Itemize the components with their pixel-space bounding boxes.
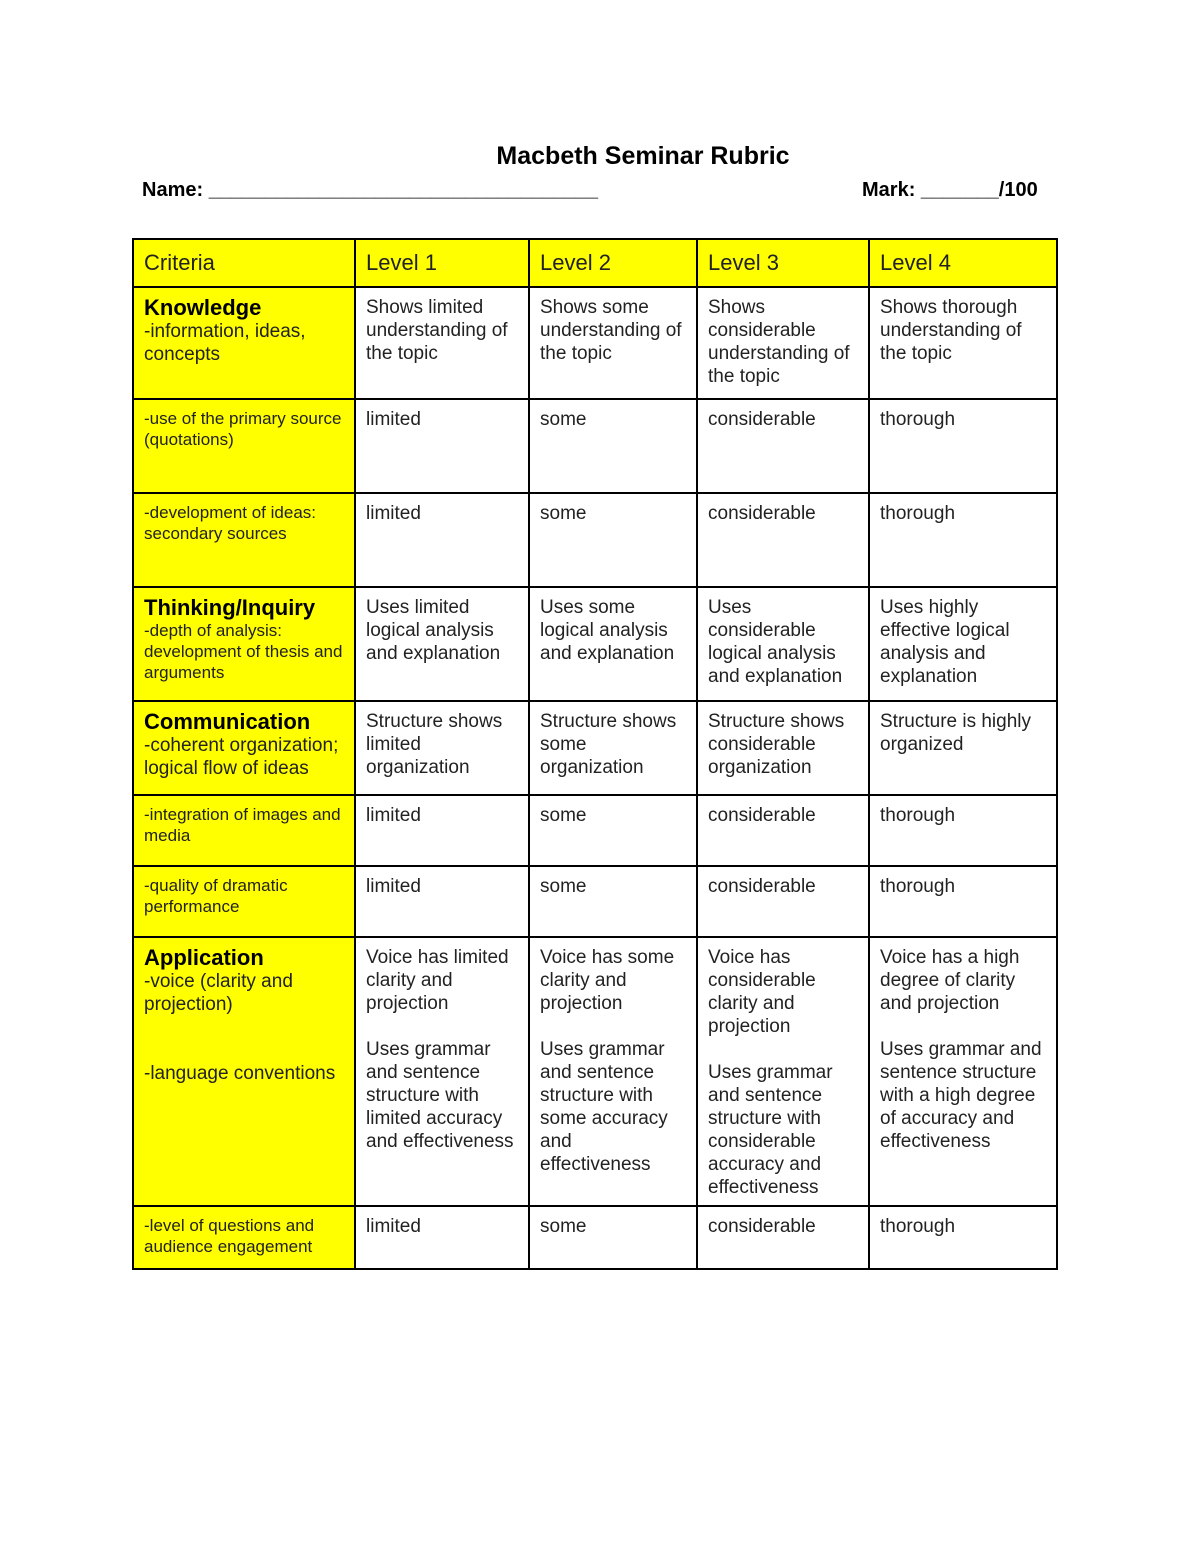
level-1-cell: limited: [355, 493, 529, 587]
level-1-cell: Uses limited logical analysis and explanation: [355, 587, 529, 701]
level-2-cell: Structure shows some organization: [529, 701, 697, 795]
level-4-cell: Shows thorough understanding of the topic: [869, 287, 1057, 399]
criterion-label-2: -language conventions: [144, 1063, 336, 1084]
level-2-cell: some: [529, 493, 697, 587]
table-row: [133, 795, 1057, 866]
level-1-cell: Shows limited understanding of the topic: [355, 287, 529, 399]
category-label: Thinking/Inquiry: [144, 595, 316, 620]
level-3-cell: considerable: [697, 795, 869, 866]
level-3-cell: considerable: [697, 493, 869, 587]
criteria-cell: [133, 1206, 355, 1269]
level-3-cell: considerable: [697, 399, 869, 493]
category-label: Application: [144, 945, 264, 970]
level-2-cell: some: [529, 866, 697, 937]
criterion-label: -integration of images and media: [144, 805, 341, 845]
criteria-cell: [133, 493, 355, 587]
level-2-cell: [529, 937, 697, 1206]
level-text-2: Uses grammar and sentence structure with considerable accuracy and effectiveness: [708, 1062, 833, 1198]
criteria-cell: [133, 937, 355, 1206]
criterion-label: -voice (clarity and projection): [144, 971, 293, 1015]
level-4-cell: thorough: [869, 1206, 1057, 1269]
level-1-cell: limited: [355, 795, 529, 866]
level-4-cell: thorough: [869, 399, 1057, 493]
level-text: Voice has limited clarity and projection: [366, 947, 509, 1014]
criterion-label: -coherent organization; logical flow of ideas: [144, 735, 339, 779]
level-4-cell: thorough: [869, 493, 1057, 587]
criterion-label: -depth of analysis: development of thesis and arguments: [144, 621, 343, 682]
rubric-table: [132, 238, 1058, 1270]
level-2-cell: some: [529, 795, 697, 866]
level-1-cell: limited: [355, 866, 529, 937]
level-3-cell: Structure shows considerable organization: [697, 701, 869, 795]
criteria-cell: [133, 587, 355, 701]
level-3-cell: [697, 937, 869, 1206]
level-1-cell: Structure shows limited organization: [355, 701, 529, 795]
level-1-cell: limited: [355, 1206, 529, 1269]
category-label: Knowledge: [144, 295, 262, 320]
table-header-row: [133, 239, 1057, 287]
level-2-cell: Shows some understanding of the topic: [529, 287, 697, 399]
level-2-cell: some: [529, 1206, 697, 1269]
level-text: Voice has some clarity and projection: [540, 947, 675, 1014]
level-3-cell: Shows considerable understanding of the topic: [697, 287, 869, 399]
level-2-cell: Uses some logical analysis and explanation: [529, 587, 697, 701]
name-field-line: Name: ___________________________________: [142, 179, 598, 201]
table-row: [133, 287, 1057, 399]
level-3-cell: considerable: [697, 1206, 869, 1269]
level-2-cell: some: [529, 399, 697, 493]
level-4-cell: thorough: [869, 866, 1057, 937]
document-title: Macbeth Seminar Rubric: [496, 142, 790, 170]
table-row: [133, 937, 1057, 1206]
level-1-cell: limited: [355, 399, 529, 493]
level-text: Voice has considerable clarity and projection: [708, 947, 816, 1037]
header-level-1: Level 1: [355, 239, 529, 287]
level-4-cell: [869, 937, 1057, 1206]
level-text: Voice has a high degree of clarity and projection: [880, 947, 1020, 1014]
mark-field-line: Mark: _______/100: [862, 179, 1038, 201]
criteria-cell: [133, 399, 355, 493]
level-3-cell: Uses considerable logical analysis and explanation: [697, 587, 869, 701]
level-text-2: Uses grammar and sentence structure with some accuracy and effectiveness: [540, 1039, 668, 1175]
criterion-label: -information, ideas, concepts: [144, 321, 306, 365]
level-4-cell: thorough: [869, 795, 1057, 866]
table-row: [133, 493, 1057, 587]
table-row: [133, 587, 1057, 701]
table-row: [133, 701, 1057, 795]
criteria-cell: [133, 795, 355, 866]
header-level-4: Level 4: [869, 239, 1057, 287]
category-label: Communication: [144, 709, 311, 734]
criterion-label: -quality of dramatic performance: [144, 876, 288, 916]
criterion-label: -level of questions and audience engagement: [144, 1216, 315, 1256]
level-4-cell: Structure is highly organized: [869, 701, 1057, 795]
header-criteria: Criteria: [133, 239, 355, 287]
header-level-3: Level 3: [697, 239, 869, 287]
level-4-cell: Uses highly effective logical analysis and explanation: [869, 587, 1057, 701]
criteria-cell: [133, 701, 355, 795]
table-row: [133, 1206, 1057, 1269]
criterion-label: -use of the primary source (quotations): [144, 409, 342, 449]
table-row: [133, 399, 1057, 493]
criterion-label: -development of ideas: secondary sources: [144, 503, 316, 543]
level-1-cell: [355, 937, 529, 1206]
header-level-2: Level 2: [529, 239, 697, 287]
level-text-2: Uses grammar and sentence structure with limited accuracy and effectiveness: [366, 1039, 514, 1152]
level-text-2: Uses grammar and sentence structure with a high degree of accuracy and effectiveness: [880, 1039, 1042, 1152]
table-row: [133, 866, 1057, 937]
criteria-cell: [133, 866, 355, 937]
criteria-cell: [133, 287, 355, 399]
level-3-cell: considerable: [697, 866, 869, 937]
